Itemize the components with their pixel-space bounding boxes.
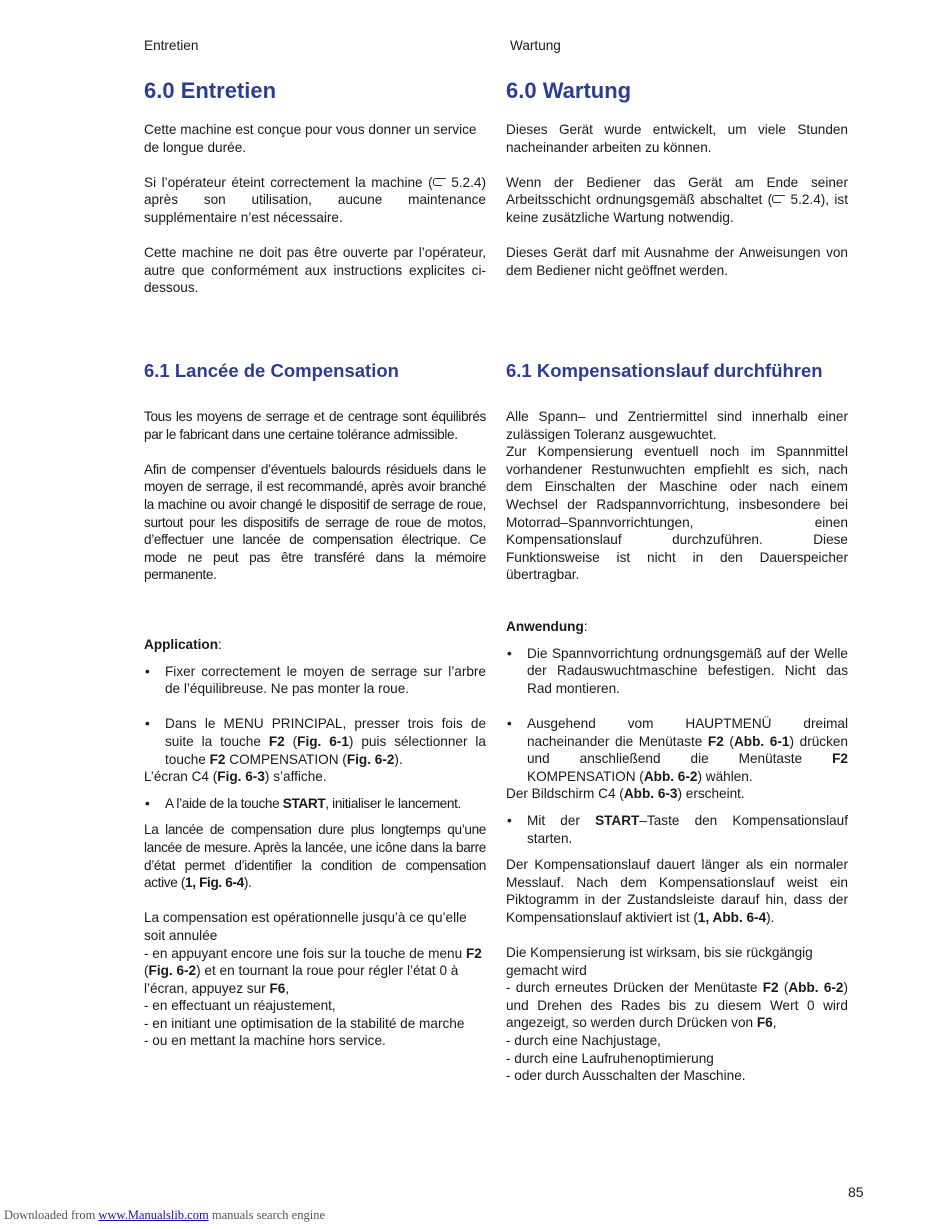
paragraph: Cette machine est conçue pour vous donner un service de longue durée. <box>144 122 477 155</box>
bullet: • <box>145 716 150 732</box>
section-6-1-intro-fr <box>144 408 486 584</box>
bullet: • <box>507 812 512 828</box>
section-6-0-fr <box>144 121 486 297</box>
section-6-1-intro-de <box>506 408 848 584</box>
heading-6-1-fr: 6.1 Lancée de Compensation <box>144 360 399 381</box>
paragraph: Dieses Gerät wurde entwickelt, um viele Stunden nacheinander arbeiten zu können. <box>506 122 848 155</box>
list-item: • Ausgehend vom HAUPTMENÜ dreimal nacheinander die Menütaste F2 (Abb. 6-1) drücken und anschließend die Menütaste F2 KOMPENSATION (Abb. 6-2) wählen. <box>507 715 848 784</box>
paragraph: Der Kompensationslauf dauert länger als ein normaler Messlauf. Nach dem Kompensationslauf weist ein Piktogramm in der Zustandsleiste darauf hin, dass der Kompensationslauf aktiviert ist (1, Abb. 6-4). <box>506 857 848 925</box>
paragraph: Alle Spann– und Zentriermittel sind innerhalb einer zulässigen Toleranz ausgewuchtet. <box>506 409 848 442</box>
running-header-de: Wartung <box>510 38 561 53</box>
bullet: • <box>507 715 512 731</box>
paragraph: - durch eine Laufruhenoptimierung <box>506 1050 714 1066</box>
paragraph: L’écran C4 (Fig. 6-3) s’affiche. <box>144 769 327 785</box>
paragraph: Tous les moyens de serrage et de centrage sont équilibrés par le fabricant dans une certaine tolérance admissible. <box>144 409 486 442</box>
application-section-fr <box>144 636 486 1050</box>
bullet: • <box>145 663 150 679</box>
paragraph: Dieses Gerät darf mit Ausnahme der Anweisungen von dem Bediener nicht geöffnet werden. <box>506 245 848 278</box>
list-item: • Mit der START–Taste den Kompensationslauf starten. <box>507 812 849 846</box>
download-footer: Downloaded from www.Manualslib.com manuals search engine <box>4 1208 325 1222</box>
paragraph: - en appuyant encore une fois sur la touche de menu F2 (Fig. 6-2) et en tournant la roue pour régler l’état 0 à l’écran, appuyez sur F6, <box>144 945 482 996</box>
paragraph: La compensation est opérationnelle jusqu’à ce qu’elle soit annulée <box>144 910 467 943</box>
list-item: • Fixer correctement le moyen de serrage sur l’arbre de l’équilibreuse. Ne pas monter la roue. <box>145 663 486 697</box>
pointing-hand-icon <box>772 194 785 203</box>
paragraph: - en effectuant un réajustement, <box>144 998 336 1014</box>
paragraph: - ou en mettant la machine hors service. <box>144 1033 386 1049</box>
paragraph: Die Kompensierung ist wirksam, bis sie rückgängig gemacht wird <box>506 945 813 978</box>
paragraph: Der Bildschirm C4 (Abb. 6-3) erscheint. <box>506 786 745 802</box>
application-section-de <box>506 618 848 1085</box>
paragraph: Si l’opérateur éteint correctement la machine ( 5.2.4) après son utilisation, aucune maintenance supplémentaire n’est nécessaire. <box>144 174 486 225</box>
list-item: • Die Spannvorrichtung ordnungsgemäß auf der Welle der Radauswuchtmaschine befestigen. Nicht das Rad montieren. <box>507 645 848 696</box>
paragraph: Zur Kompensierung eventuell noch im Spannmittel vorhandener Restunwuchten empfiehlt es sich, nach dem Einschalten der Maschine oder nach einem Wechsel der Radspannvorrichtung, insbesondere bei Motorrad–Spannvorrichtungen, einen Kompensationslauf durchzuführen. Diese Funktionsweise ist nicht in den Dauerspeicher übertragbar. <box>506 444 848 583</box>
list-item: • Dans le MENU PRINCIPAL, presser trois fois de suite la touche F2 (Fig. 6-1) puis sélectionner la touche F2 COMPENSATION (Fig. 6-2). <box>145 716 486 767</box>
bullet: • <box>507 645 512 661</box>
section-6-0-de <box>506 121 848 279</box>
paragraph: Cette machine ne doit pas être ouverte par l’opérateur, autre que conformément aux instructions explicites ci-dessous. <box>144 245 486 296</box>
page-number: 85 <box>848 1184 864 1200</box>
manualslib-link[interactable]: www.Manualslib.com <box>98 1208 209 1222</box>
paragraph: Wenn der Bediener das Gerät am Ende seiner Arbeitsschicht ordnungsgemäß abschaltet ( 5.2.4), ist keine zusätzliche Wartung notwendig. <box>506 174 849 225</box>
paragraph: La lancée de compensation dure plus longtemps qu’une lancée de mesure. Après la lancée, une icône dans la barre d’état permet d’identifier la condition de compensation active (1, Fig. 6-4). <box>144 822 486 891</box>
application-label: Anwendung: <box>506 619 588 634</box>
heading-6-0-de: 6.0 Wartung <box>506 78 632 103</box>
pointing-hand-icon <box>433 177 446 186</box>
application-label: Application: <box>144 637 222 652</box>
heading-6-1-de: 6.1 Kompensationslauf durchführen <box>506 360 823 381</box>
heading-6-0-fr: 6.0 Entretien <box>144 78 277 103</box>
running-header-fr: Entretien <box>144 38 199 53</box>
paragraph: Afin de compenser d’éventuels balourds résiduels dans le moyen de serrage, il est recommandé, après avoir branché la machine ou avoir changé le dispositif de serrage de roue, surtout pour les dispositifs de serrage de roue de motos, d’effectuer une lancée de compensation électrique. Ce mode ne peut pas être transféré dans la mémoire permanente. <box>144 461 486 583</box>
bullet: • <box>145 795 150 811</box>
paragraph: - oder durch Ausschalten der Maschine. <box>506 1068 746 1084</box>
paragraph: - durch eine Nachjustage, <box>506 1033 661 1049</box>
paragraph: - en initiant une optimisation de la stabilité de marche <box>144 1015 465 1031</box>
list-item: • A l’aide de la touche START, initialiser le lancement. <box>145 795 461 811</box>
paragraph: - durch erneutes Drücken der Menütaste F2 (Abb. 6-2) und Drehen des Rades bis zu diesem Wert 0 wird angezeigt, so werden durch Drücken von F6, <box>506 980 848 1031</box>
